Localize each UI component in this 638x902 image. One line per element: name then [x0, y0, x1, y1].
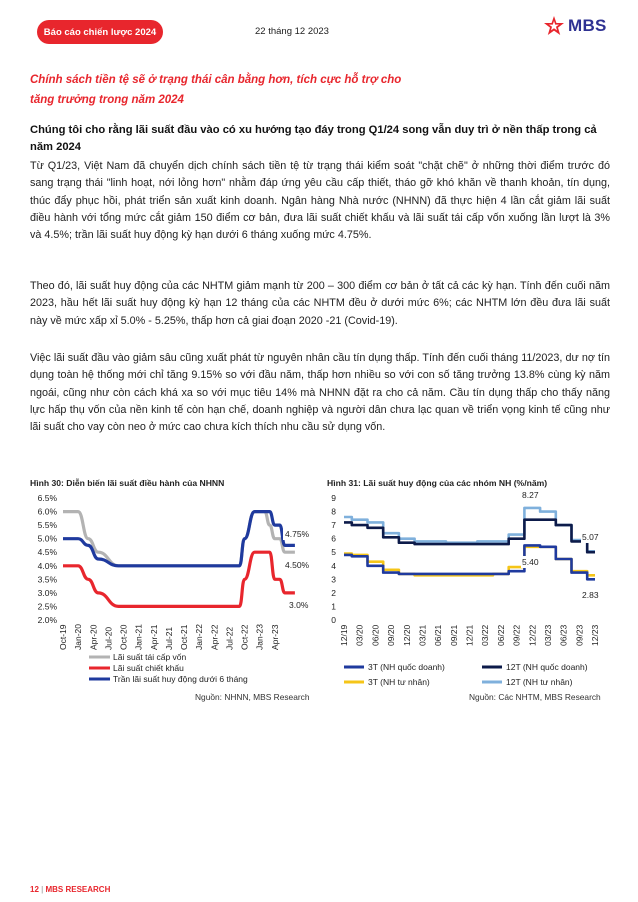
mbs-logo — [543, 15, 607, 37]
footer-label: MBS RESEARCH — [45, 885, 111, 894]
y-tick-label: 6 — [331, 533, 336, 544]
legend-label: Trần lãi suất huy động dưới 6 tháng — [113, 674, 248, 684]
y-tick-label: 8 — [331, 506, 336, 517]
y-tick-label: 2.0% — [37, 615, 57, 625]
x-tick-label: Oct-19 — [58, 624, 68, 650]
figure-30-title: Hình 30: Diễn biến lãi suất điều hành của NHNN — [30, 478, 225, 488]
x-tick-label: 09/23 — [574, 624, 585, 646]
chart-policy-rates — [25, 490, 320, 695]
x-tick-label: 06/20 — [370, 624, 381, 646]
x-tick-label: Jan-21 — [133, 624, 144, 650]
data-label: 4.75% — [285, 529, 310, 539]
paragraph-1: Từ Q1/23, Việt Nam đã chuyển dịch chính sách tiền tệ từ trạng thái kiểm soát "chặt chẽ" ở những thời điểm trước đó sang trạng thái "linh hoạt, nới lỏng hơn" nhằm đáp ứng yêu cầu cấp thiết, tháo gỡ khó khăn về thanh khoản, tín dụng, thúc đẩy phục hồi, phát triển sản xuất kinh doanh. Ngân hàng Nhà nước (NHNN) đã thực hiện 4 lần cắt giảm lãi suất điều hành với tổng mức cắt giảm 150 điểm cơ bản, đưa lãi suất chiết khấu và lãi suất tái cấp vốn xuống lần lượt là 3% và 4.5%; trần lãi suất huy động kỳ hạn dưới 6 tháng xuống mức 4.75%. — [30, 160, 610, 242]
legend-label: 3T (NH quốc doanh) — [368, 662, 445, 672]
legend-label: Lãi suất tái cấp vốn — [113, 652, 187, 662]
data-label: 5.07 — [582, 532, 599, 542]
x-tick-label: Apr-22 — [209, 624, 220, 650]
y-tick-label: 0 — [331, 615, 336, 625]
mbs-star-icon — [543, 15, 565, 37]
data-label: 3.0% — [289, 600, 309, 610]
x-tick-label: Jul-22 — [224, 626, 235, 650]
y-tick-label: 6.5% — [37, 493, 57, 503]
data-label: 4.50% — [285, 560, 310, 570]
x-tick-label: Jan-23 — [254, 624, 265, 650]
legend-label: Lãi suất chiết khấu — [113, 663, 184, 673]
x-tick-label: Oct-20 — [118, 624, 129, 650]
figure-31-source: Nguồn: Các NHTM, MBS Research — [469, 692, 601, 702]
page-footer — [30, 885, 110, 894]
legend-label: 12T (NH quốc doanh) — [506, 662, 588, 672]
report-tag: Báo cáo chiến lược 2024 — [37, 20, 163, 44]
y-tick-label: 4.5% — [37, 547, 57, 558]
y-tick-label: 4 — [331, 560, 336, 571]
data-label: 8.27 — [522, 490, 539, 500]
x-tick-label: 12/21 — [464, 624, 475, 646]
x-tick-label: Jul-21 — [163, 626, 174, 650]
page-number: 12 — [30, 885, 39, 894]
y-tick-label: 7 — [331, 520, 336, 531]
x-tick-label: 12/23 — [590, 624, 600, 646]
x-tick-label: Oct-22 — [239, 624, 250, 650]
y-tick-label: 6.0% — [37, 506, 57, 517]
x-tick-label: 12/22 — [527, 624, 538, 646]
y-tick-label: 4.0% — [37, 560, 57, 571]
series-line-3 — [344, 547, 595, 576]
paragraph-2: Theo đó, lãi suất huy động của các NHTM giảm mạnh từ 200 – 300 điểm cơ bản ở tất cả các kỳ hạn. Tính đến cuối năm 2023, hầu hết lãi suất huy động kỳ hạn 12 tháng của các NHTM đều ở dưới mức 6%; các NHTM lớn đều đưa lãi suất này về mức xấp xỉ 5.0% - 5.25%, thấp hơn cả giai đoạn 2020 -21 (Covid-19). — [30, 280, 610, 327]
x-tick-label: 09/22 — [511, 624, 522, 646]
section-subtitle: Chúng tôi cho rằng lãi suất đầu vào có xu hướng tạo đáy trong Q1/24 song vẫn duy trì ở nền thấp trong cả năm 2024 — [30, 124, 597, 153]
x-tick-label: 06/22 — [495, 624, 506, 646]
y-tick-label: 3.0% — [37, 587, 57, 598]
y-tick-label: 1 — [331, 601, 336, 612]
x-tick-label: Jan-22 — [194, 624, 205, 650]
y-tick-label: 5.5% — [37, 520, 57, 531]
x-tick-label: 06/23 — [558, 624, 569, 646]
paragraph-3: Việc lãi suất đầu vào giảm sâu cũng xuất phát từ nguyên nhân cầu tín dụng thấp. Tính đến cuối tháng 11/2023, dư nợ tín dụng toàn hệ thống mới chỉ tăng 9.15% so với đầu năm, thấp hơn nhiều so với con số tăng trưởng 13.8% cùng kỳ năm ngoái, cũng như còn cách khá xa so với mục tiêu 14% mà NHNN đặt ra cho cả năm. Cầu tín dụng thấp cho thấy năng lực hấp thụ vốn của nền kinh tế còn hạn chế, doanh nghiệp và người dân chưa lạc quan về triển vọng kinh tế cũng như lãi suất cho vay còn neo ở mức cao chưa kích thích nhu cầu sử dụng vốn. — [30, 352, 610, 434]
y-tick-label: 2 — [331, 587, 336, 598]
x-tick-label: Apr-23 — [269, 624, 280, 650]
x-tick-label: 03/21 — [417, 624, 428, 646]
y-tick-label: 5.0% — [37, 533, 57, 544]
section-title: Chính sách tiền tệ sẽ ở trạng thái cân bằng hơn, tích cực hỗ trợ cho tăng trưởng trong năm 2024 — [30, 74, 402, 106]
x-tick-label: 12/20 — [401, 624, 412, 646]
y-tick-label: 3 — [331, 574, 336, 585]
x-tick-label: Jul-20 — [103, 626, 114, 650]
data-label: 2.83 — [582, 590, 599, 600]
figure-30-source: Nguồn: NHNN, MBS Research — [195, 692, 310, 702]
data-label: 5.40 — [522, 557, 539, 567]
x-tick-label: 12/19 — [339, 624, 349, 646]
x-tick-label: 09/21 — [448, 624, 459, 646]
x-tick-label: Oct-21 — [179, 624, 189, 650]
x-tick-label: Apr-20 — [88, 624, 99, 650]
x-tick-label: 03/22 — [480, 624, 491, 646]
legend-label: 12T (NH tư nhân) — [506, 677, 573, 687]
figure-31-title: Hình 31: Lãi suất huy động của các nhóm NH (%/năm) — [327, 478, 548, 488]
legend-label: 3T (NH tư nhân) — [368, 677, 430, 687]
x-tick-label: Apr-21 — [148, 624, 159, 650]
logo-text: MBS — [568, 16, 607, 35]
y-tick-label: 9 — [331, 493, 336, 503]
x-tick-label: 03/20 — [354, 624, 365, 646]
chart-deposit-rates — [322, 490, 617, 695]
series-line-3 — [63, 512, 295, 566]
report-date: 22 tháng 12 2023 — [255, 26, 329, 37]
x-tick-label: 03/23 — [542, 624, 553, 646]
x-tick-label: 06/21 — [433, 624, 444, 646]
x-tick-label: Jan-20 — [73, 624, 84, 650]
series-line-2 — [344, 520, 595, 553]
x-tick-label: 09/20 — [386, 624, 397, 646]
y-tick-label: 2.5% — [37, 601, 57, 612]
footer-separator: | — [41, 885, 44, 894]
y-tick-label: 5 — [331, 547, 336, 558]
y-tick-label: 3.5% — [37, 574, 57, 585]
